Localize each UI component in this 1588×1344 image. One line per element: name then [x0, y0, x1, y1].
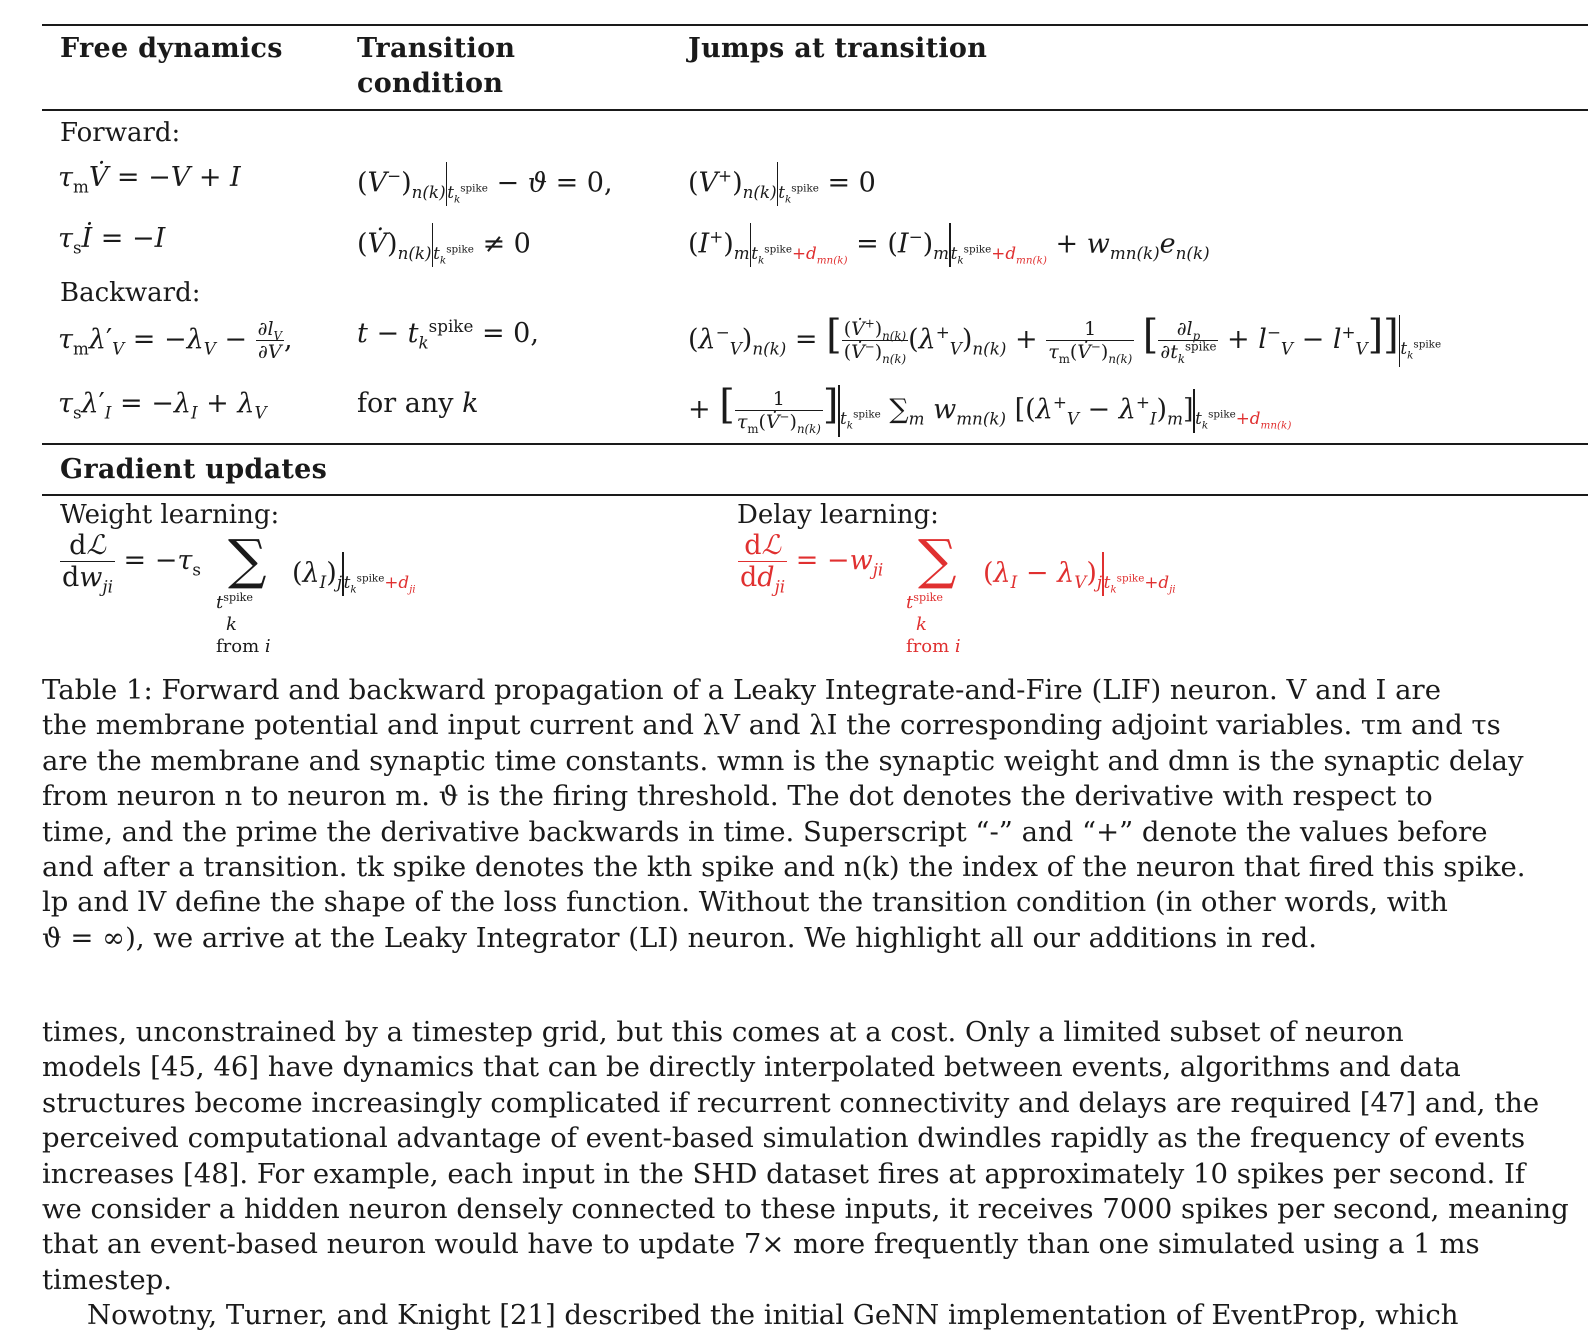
caption-line: lp and lV define the shape of the loss function. Without the transition condition (in other words, with	[42, 886, 1448, 919]
eq-transition-threshold: $(V^-)_{n(k)t_k^{spike}} - ϑ = 0$,	[357, 162, 613, 206]
gradient-header-rule	[42, 494, 1588, 496]
eq-transition-any-k: for any k	[357, 388, 479, 419]
header-transition-line1: Transition	[357, 33, 516, 64]
eq-jump-voltage-reset: $(V^+)_{n(k)t_k^{spike}} = 0$	[688, 162, 876, 206]
caption-line: ϑ = ∞), we arrive at the Leaky Integrator (LI) neuron. We highlight all our additions in red.	[42, 921, 1318, 954]
eq-transition-time: $t - t_k^{spike} = 0$,	[357, 316, 539, 353]
body-line: times, unconstrained by a timestep grid, but this comes at a cost. Only a limited subset of neuron	[42, 1016, 1404, 1048]
eq-weight-gradient: $\frac{\text{dℒ}}{dw_{ji}}$ = $-\tau_s$	[62, 530, 201, 597]
eq-backward-lambda-i: $\tau_s\lambda'_I = -\lambda_I + \lambda_V$	[58, 388, 267, 423]
header-transition-line2: condition	[357, 68, 504, 99]
weight-learning-label: Weight learning:	[60, 500, 280, 530]
delay-sum-index: $t^{spike}$ k from i	[906, 591, 961, 657]
header-jumps: Jumps at transition	[688, 33, 988, 64]
eq-delay-gradient-term: $(\lambda_I - \lambda_V)_{jt_k^{spike}+d_{ji}}$	[983, 552, 1176, 596]
eq-jump-lambda-v-cont: + [ $\frac{1}{\tau_m(V̇^-)_{n(k)}}$ ]$_{t_k^{spike}}$ $\sum_m$ $w_{mn(k)}$ $[(\lambda^+_V - \lambda^+_I)_m]_{t_k^{spike}+d_{mn(k)}}$	[688, 382, 1292, 436]
body-line: we consider a hidden neuron densely connected to these inputs, it receives 7000 spikes per second, meaning	[42, 1192, 1569, 1225]
table-header-rule	[42, 109, 1588, 111]
caption-line: time, and the prime the derivative backwards in time. Superscript “-” and “+” denote the values before	[42, 815, 1488, 848]
body-line: perceived computational advantage of event-based simulation dwindles rapidly as the frequency of events	[42, 1122, 1526, 1155]
caption-line: and after a transition. tk spike denotes the kth spike and n(k) the index of the neuron that fired this spike.	[42, 850, 1526, 883]
caption-line: the membrane potential and input current and λV and λI the corresponding adjoint variables. τm and τs	[42, 709, 1501, 742]
delay-learning-label: Delay learning:	[737, 500, 939, 530]
eq-jump-current: $(I^+)_{mt_k^{spike}+d_{mn(k)}} = (I^-)_{mt_k^{spike}+d_{mn(k)}} + w_{mn(k)}e_{n(k)}$	[688, 223, 1210, 267]
eq-jump-lambda-v: $(\lambda^-_V)_{n(k)}$ = [ $\frac{(V̇^+)_{n(k)}}{(V̇^-)_{n(k)}}$ $(\lambda^+_V)_{n(k)}$ + $\frac{1}{\tau_m(V̇^-)_{n(k)}}$ [ $\frac{\partial l_p}{\partial t_k^{spike}}$ + $l^-_V - l^+_V]]_{t_k^{spike}}$	[688, 312, 1442, 366]
table-mid-rule	[42, 443, 1588, 445]
body-line-indented: Nowotny, Turner, and Knight [21] described the initial GeNN implementation of EventProp, which	[87, 1299, 1459, 1332]
caption-line: Table 1: Forward and backward propagation of a Leaky Integrate-and-Fire (LIF) neuron. V and I are	[42, 674, 1441, 706]
eq-delay-gradient: $\frac{\text{dℒ}}{dd_{ji}}$ = $-w_{ji}$	[740, 530, 884, 597]
for-any-text: for any	[357, 388, 454, 419]
backward-label: Backward:	[60, 278, 201, 308]
weight-sum-index: $t^{spike}$ k from i	[216, 591, 271, 657]
body-line: models [45, 46] have dynamics that can be directly interpolated between events, algorithms and data	[42, 1051, 1461, 1084]
table-top-rule	[42, 24, 1588, 26]
body-line: structures become increasingly complicated if recurrent connectivity and delays are required [47] and, the	[42, 1086, 1540, 1119]
eq-transition-derivative: $(V̇)_{n(k)t_k^{spike}} \ne 0$	[357, 223, 531, 267]
eq-weight-gradient-term: $(\lambda_I)_{jt_k^{spike}+d_{ji}}$	[292, 552, 416, 596]
eq-forward-current: $\tau_sİ = -I$	[58, 223, 166, 258]
caption-line: from neuron n to neuron m. ϑ is the firing threshold. The dot denotes the derivative with respect to	[42, 780, 1433, 813]
body-line: that an event-based neuron would have to update 7× more frequently than one simulated using a 1 ms	[42, 1228, 1480, 1261]
delay-from-label: from	[906, 636, 950, 657]
weight-from-label: from	[216, 636, 260, 657]
delay-sum-symbol: ∑	[918, 528, 957, 591]
eq-backward-lambda-v: $\tau_m\lambda'_V = -\lambda_V$ − $\frac{\partial l_V}{\partial V}$ ,	[58, 318, 293, 363]
header-free-dynamics: Free dynamics	[60, 33, 283, 64]
table-caption	[42, 673, 1526, 956]
caption-line: are the membrane and synaptic time constants. wmn is the synaptic weight and dmn is the synaptic delay	[42, 744, 1524, 777]
body-line: timestep.	[42, 1263, 172, 1296]
gradient-updates-header: Gradient updates	[60, 454, 328, 485]
weight-sum-symbol: ∑	[228, 528, 267, 591]
body-line: increases [48]. For example, each input in the SHD dataset fires at approximately 10 spikes per second. If	[42, 1157, 1525, 1190]
forward-label: Forward:	[60, 118, 181, 148]
eq-forward-voltage: $\tau_mV̇ = -V + I$	[58, 162, 241, 197]
body-paragraph	[42, 1015, 1569, 1334]
